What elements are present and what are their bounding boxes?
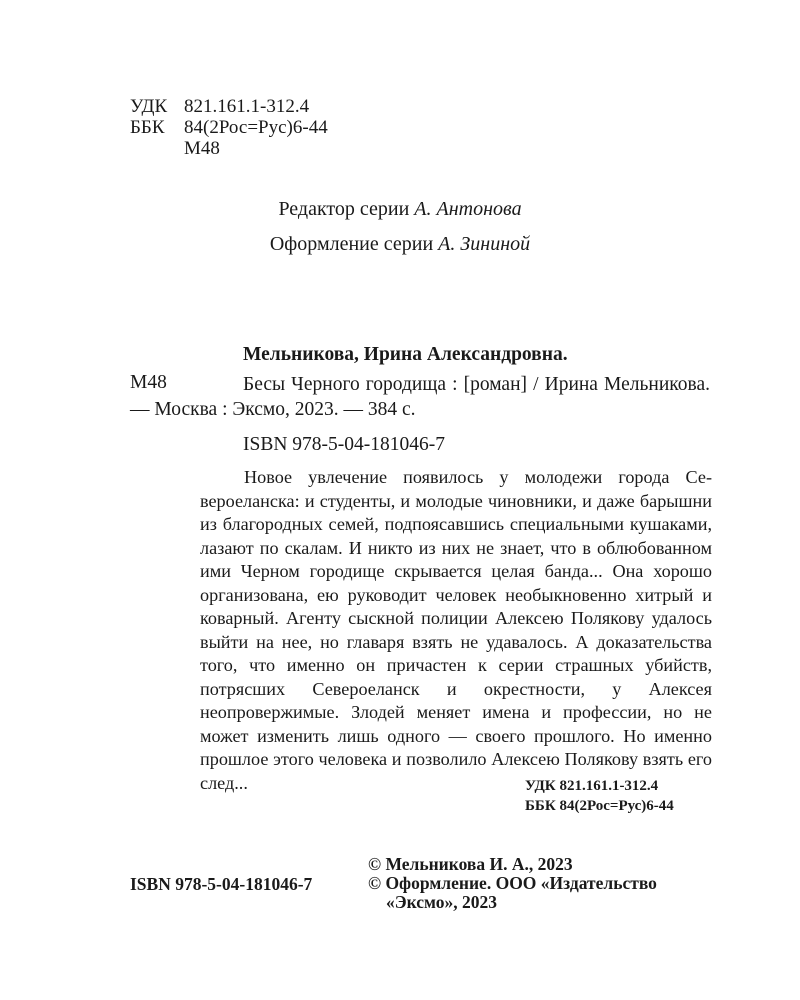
record-isbn: ISBN 978-5-04-181046-7 xyxy=(243,434,446,455)
udk-value: 821.161.1-312.4 xyxy=(184,96,310,117)
series-editor-label: Редактор серии xyxy=(278,198,410,220)
series-design xyxy=(0,233,800,256)
classification-codes-repeat xyxy=(525,776,674,816)
series-editor-name: А. Антонова xyxy=(414,198,522,220)
bbk-row xyxy=(130,117,328,138)
bbk-repeat: ББК 84(2Рос=Рус)6-44 xyxy=(525,798,674,814)
footer-isbn: ISBN 978-5-04-181046-7 xyxy=(130,874,313,894)
bibliographic-description: Бесы Черного городища : [роман] / Ирина Мельникова. — Москва : Эксмо, 2023. — 384 с. xyxy=(130,374,710,420)
author-mark-row xyxy=(130,138,328,159)
copyright-publisher: «Эксмо», 2023 xyxy=(386,892,497,912)
series-design-label: Оформление серии xyxy=(269,233,434,255)
udk-row xyxy=(130,96,328,117)
annotation: Новое увлечение появилось у молодежи города Североеланска: и студенты, и молодые чиновники, и даже барышни из благородных семей, подпоясавшись специальными кушаками, лазают по скалам. И никто из них не знает, что в облюбованном ими Черном городище скрывается целая банда... Она хорошо организована, ею руководит человек необыкновенно хитрый и коварный. Агенту сыскной полиции Алексею Полякову удалось выйти на нее, но главаря взять не удавалось. А доказательства того, что именно он причастен к серии страшных убийств, потрясших Североеланск и окрестности, у Алексея неопровержимые. Злодей меняет имена и профессии, но не может изменить лишь одного — своего прошлого. Но именно прошлое этого человека и позволило Алексею Полякову взять его след... xyxy=(200,467,712,793)
udk-repeat: УДК 821.161.1-312.4 xyxy=(525,778,659,794)
series-design-name: А. Зининой xyxy=(438,233,531,255)
copyright-block xyxy=(368,855,657,912)
series-editor xyxy=(0,198,800,221)
copyright-design: © Оформление. ООО «Издательство xyxy=(368,873,657,893)
classification-codes xyxy=(130,96,328,159)
author-mark: М48 xyxy=(184,138,220,159)
bbk-label: ББК xyxy=(130,117,165,138)
udk-label: УДК xyxy=(130,96,168,117)
call-mark: М48 xyxy=(130,372,167,393)
copyright-author: © Мельникова И. А., 2023 xyxy=(368,854,573,874)
author-heading: Мельникова, Ирина Александровна. xyxy=(243,344,568,365)
bbk-value: 84(2Рос=Рус)6-44 xyxy=(184,117,328,138)
